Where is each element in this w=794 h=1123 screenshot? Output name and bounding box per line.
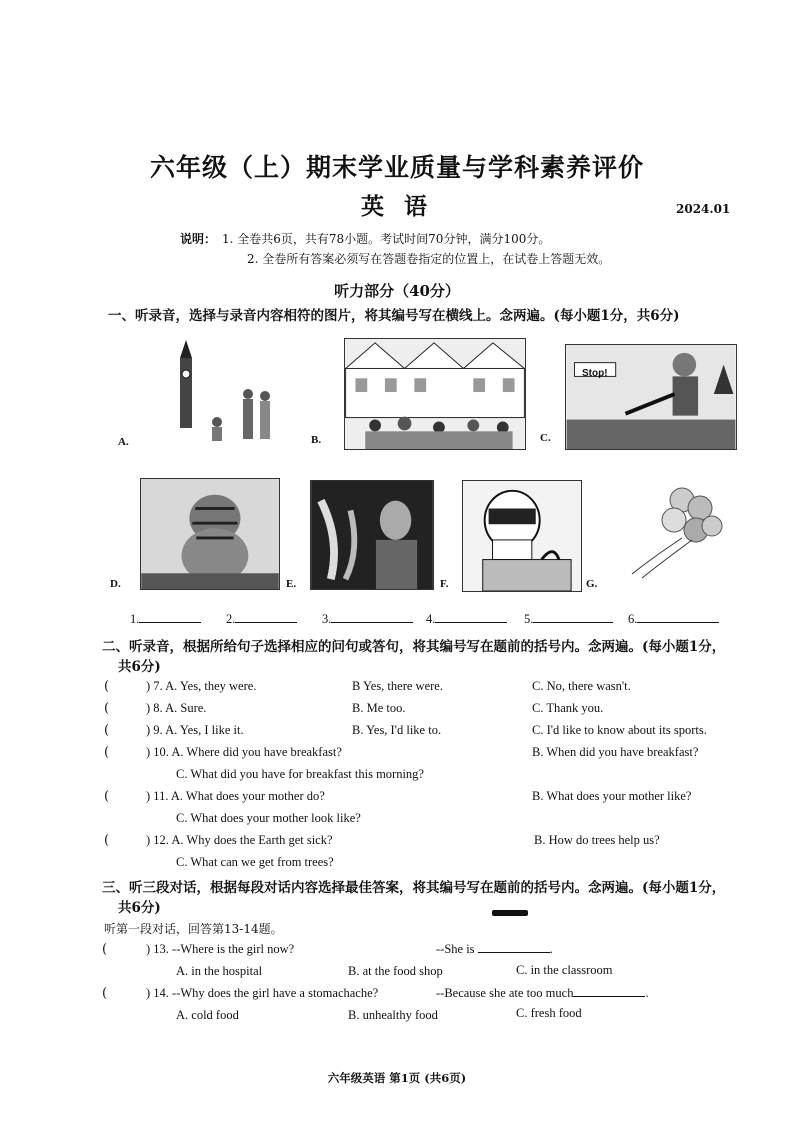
question-8-option-b: B. Me too. bbox=[352, 701, 406, 715]
question-12-option-c: C. What can we get from trees? bbox=[176, 855, 334, 869]
question-12: ) 12. A. Why does the Earth get sick? bbox=[146, 833, 333, 847]
question-9-option-b: B. Yes, I'd like to. bbox=[352, 723, 442, 737]
blank-3[interactable] bbox=[322, 612, 413, 627]
question-14-option-c: C. fresh food bbox=[516, 1006, 582, 1020]
question-14: ) 14. --Why does the girl have a stomachache? bbox=[146, 986, 379, 1000]
picture-e-movie-poster bbox=[310, 480, 434, 590]
question-13-reply: --She is . bbox=[436, 942, 553, 956]
part2-heading-line2: 共6分) bbox=[118, 659, 161, 675]
note-line-1: 1. 全卷共6页，共有78小题。考试时间70分钟，满分100分。 bbox=[222, 232, 551, 246]
question-9: ) 9. A. Yes, I like it. bbox=[146, 723, 244, 737]
blank-2-label: 2. bbox=[226, 612, 236, 626]
question-14-blank[interactable] bbox=[573, 996, 645, 997]
question-14-reply-text: --Because she ate too much bbox=[436, 986, 574, 1000]
blank-6-label: 6. bbox=[628, 612, 638, 626]
question-7-option-c: C. No, there wasn't. bbox=[532, 679, 631, 693]
question-13-option-c: C. in the classroom bbox=[516, 963, 613, 977]
picture-letter-f: F. bbox=[440, 578, 449, 590]
part2-heading-line1: 二、听录音，根据所给句子选择相应的问句或答句，将其编号写在题前的括号内。念两遍。(每小题1分， bbox=[102, 639, 726, 655]
blank-5[interactable] bbox=[524, 612, 613, 627]
question-13-option-b: B. at the food shop bbox=[348, 964, 443, 978]
answer-paren-9[interactable]: ( bbox=[104, 723, 110, 738]
picture-letter-c: C. bbox=[540, 432, 551, 444]
exam-date: 2024.01 bbox=[676, 202, 731, 216]
part3-heading-line2: 共6分) bbox=[118, 900, 161, 916]
question-10-option-c: C. What did you have for breakfast this morning? bbox=[176, 767, 424, 781]
blank-3-line[interactable] bbox=[331, 622, 413, 623]
question-12-option-b: B. How do trees help us? bbox=[534, 833, 660, 847]
picture-d-tiger bbox=[140, 478, 280, 590]
question-14-option-a: A. cold food bbox=[176, 1008, 239, 1022]
question-11-option-b: B. What does your mother like? bbox=[532, 789, 692, 803]
picture-letter-g: G. bbox=[586, 578, 598, 590]
question-10: ) 10. A. Where did you have breakfast? bbox=[146, 745, 342, 759]
answer-paren-7[interactable]: ( bbox=[104, 679, 110, 694]
blank-6-line[interactable] bbox=[637, 622, 719, 623]
question-14-option-b: B. unhealthy food bbox=[348, 1008, 438, 1022]
question-9-option-c: C. I'd like to know about its sports. bbox=[532, 723, 707, 737]
ink-mark bbox=[492, 910, 528, 916]
blank-3-label: 3. bbox=[322, 612, 332, 626]
subject-title: 英 语 bbox=[360, 193, 433, 220]
question-10-option-b: B. When did you have breakfast? bbox=[532, 745, 699, 759]
blank-4-label: 4. bbox=[426, 612, 436, 626]
question-8: ) 8. A. Sure. bbox=[146, 701, 207, 715]
blank-2[interactable] bbox=[226, 612, 297, 627]
blank-5-line[interactable] bbox=[533, 622, 613, 623]
picture-c-cutting-tree bbox=[565, 344, 737, 450]
blank-1[interactable] bbox=[130, 612, 201, 627]
answer-paren-10[interactable]: ( bbox=[104, 745, 110, 760]
picture-a-tower-family bbox=[160, 336, 290, 448]
blank-4-line[interactable] bbox=[435, 622, 507, 623]
picture-g-balloons bbox=[612, 478, 734, 590]
picture-letter-e: E. bbox=[286, 578, 297, 590]
note-line-2: 2. 全卷所有答案必须写在答题卷指定的位置上，在试卷上答题无效。 bbox=[247, 252, 611, 266]
question-11-option-c: C. What does your mother look like? bbox=[176, 811, 361, 825]
blank-2-line[interactable] bbox=[235, 622, 297, 623]
question-7-option-b: B Yes, there were. bbox=[352, 679, 443, 693]
exam-title: 六年级（上）期末学业质量与学科素养评价 bbox=[149, 153, 644, 182]
answer-paren-8[interactable]: ( bbox=[104, 701, 110, 716]
part1-heading: 一、听录音，选择与录音内容相符的图片，将其编号写在横线上。念两遍。(每小题1分，共6分) bbox=[108, 308, 680, 324]
answer-paren-12[interactable]: ( bbox=[104, 833, 110, 848]
stop-sign-text: Stop! bbox=[582, 368, 608, 379]
page-footer: 六年级英语 第1页 (共6页) bbox=[327, 1071, 467, 1085]
question-11: ) 11. A. What does your mother do? bbox=[146, 789, 325, 803]
blank-5-label: 5. bbox=[524, 612, 534, 626]
question-13-option-a: A. in the hospital bbox=[176, 964, 263, 978]
picture-letter-b: B. bbox=[311, 434, 322, 446]
blank-1-line[interactable] bbox=[139, 622, 201, 623]
picture-b-street-crowd bbox=[344, 338, 526, 450]
blank-6[interactable] bbox=[628, 612, 719, 627]
note-label: 说明： bbox=[180, 232, 217, 246]
picture-letter-d: D. bbox=[110, 578, 121, 590]
question-7: ) 7. A. Yes, they were. bbox=[146, 679, 257, 693]
blank-1-label: 1. bbox=[130, 612, 140, 626]
question-14-reply: --Because she ate too much . bbox=[436, 986, 649, 1000]
question-13-reply-text: --She is bbox=[436, 942, 475, 956]
answer-paren-13[interactable]: ( bbox=[102, 942, 108, 957]
answer-paren-14[interactable]: ( bbox=[102, 986, 108, 1001]
answer-paren-11[interactable]: ( bbox=[104, 789, 110, 804]
picture-f-3d-glasses bbox=[462, 480, 582, 592]
part3-heading-line1: 三、听三段对话，根据每段对话内容选择最佳答案，将其编号写在题前的括号内。念两遍。(每小题1分， bbox=[102, 880, 726, 896]
question-13: ) 13. --Where is the girl now? bbox=[146, 942, 295, 956]
blank-4[interactable] bbox=[426, 612, 507, 627]
question-8-option-c: C. Thank you. bbox=[532, 701, 604, 715]
listening-section-title: 听力部分（40分） bbox=[334, 282, 460, 300]
question-13-blank[interactable] bbox=[478, 952, 550, 953]
dialogue-1-instruction: 听第一段对话，回答第13-14题。 bbox=[104, 922, 283, 936]
picture-letter-a: A. bbox=[118, 436, 129, 448]
